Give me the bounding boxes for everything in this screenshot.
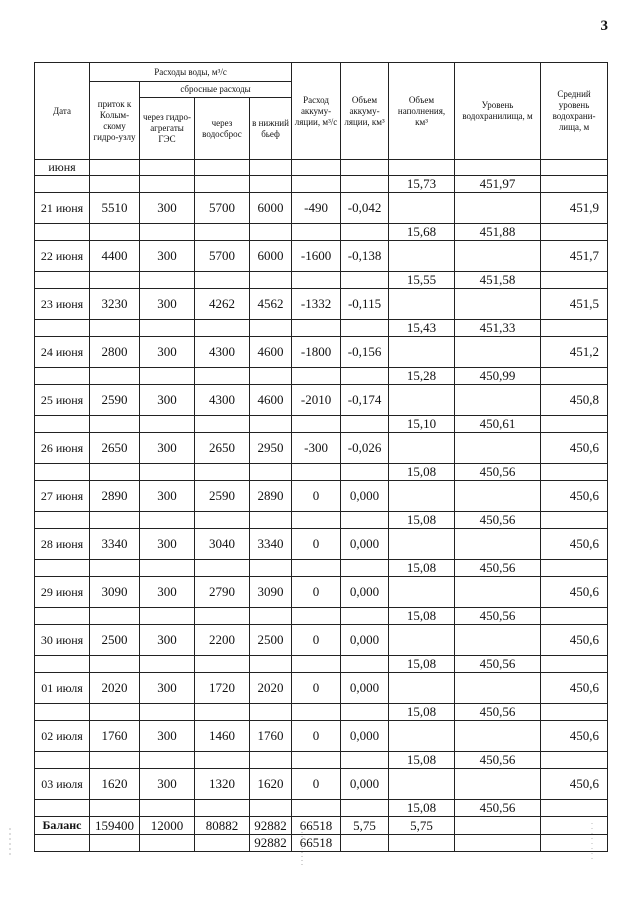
day-acc-volume: 0,000 xyxy=(341,769,389,800)
day-date: 26 июня xyxy=(35,433,90,464)
day-acc-volume: 0,000 xyxy=(341,673,389,704)
balance-turbines: 12000 xyxy=(140,817,195,835)
day-inflow: 4400 xyxy=(90,241,140,272)
day-level: 450,56 xyxy=(455,752,541,769)
header-inflow: приток к Колым-скому гидро-узлу xyxy=(90,82,140,160)
day-row xyxy=(35,433,608,464)
day-avg-level: 450,8 xyxy=(541,385,608,416)
day-avg-level: 450,6 xyxy=(541,433,608,464)
day-fill-volume: 15,08 xyxy=(389,752,455,769)
day-spillway: 5700 xyxy=(195,193,250,224)
day-inflow: 3340 xyxy=(90,529,140,560)
day-state-row xyxy=(35,800,608,817)
day-acc-volume: 0,000 xyxy=(341,529,389,560)
day-level: 450,61 xyxy=(455,416,541,433)
header-discharge-group: сбросные расходы xyxy=(140,82,292,98)
header-via-turbines: через гидро-агрегаты ГЭС xyxy=(140,98,195,160)
day-tailwater: 3340 xyxy=(250,529,292,560)
scan-artifacts xyxy=(0,818,640,905)
day-turbines: 300 xyxy=(140,721,195,752)
day-tailwater: 4600 xyxy=(250,385,292,416)
day-avg-level: 450,6 xyxy=(541,769,608,800)
day-acc-flow: 0 xyxy=(292,625,341,656)
day-spillway: 2590 xyxy=(195,481,250,512)
day-state-row xyxy=(35,272,608,289)
day-fill-volume: 15,08 xyxy=(389,464,455,481)
day-acc-flow: 0 xyxy=(292,721,341,752)
balance-fill-volume: 5,75 xyxy=(389,817,455,835)
day-level: 450,56 xyxy=(455,800,541,817)
day-acc-volume: -0,042 xyxy=(341,193,389,224)
day-fill-volume: 15,08 xyxy=(389,560,455,577)
day-row xyxy=(35,673,608,704)
day-row xyxy=(35,769,608,800)
day-spillway: 5700 xyxy=(195,241,250,272)
day-avg-level: 451,2 xyxy=(541,337,608,368)
day-acc-flow: 0 xyxy=(292,673,341,704)
day-spillway: 1720 xyxy=(195,673,250,704)
header-via-spillway: через водосброс xyxy=(195,98,250,160)
day-acc-volume: 0,000 xyxy=(341,625,389,656)
header-fill-volume: Объем наполнения, км³ xyxy=(389,63,455,160)
initial-level: 451,97 xyxy=(455,176,541,193)
day-fill-volume: 15,10 xyxy=(389,416,455,433)
day-state-row xyxy=(35,560,608,577)
table-body xyxy=(35,160,608,852)
day-state-row xyxy=(35,752,608,769)
initial-state-row xyxy=(35,176,608,193)
day-level: 450,56 xyxy=(455,464,541,481)
day-state-row xyxy=(35,608,608,625)
day-acc-volume: 0,000 xyxy=(341,481,389,512)
day-spillway: 1460 xyxy=(195,721,250,752)
day-tailwater: 6000 xyxy=(250,193,292,224)
day-date: 21 июня xyxy=(35,193,90,224)
day-row xyxy=(35,385,608,416)
header-accumulation-flow: Расход аккуму-ляции, м³/с xyxy=(292,63,341,160)
day-row xyxy=(35,337,608,368)
totals-acc-flow: 66518 xyxy=(292,835,341,852)
day-level: 450,56 xyxy=(455,608,541,625)
day-inflow: 2590 xyxy=(90,385,140,416)
day-spillway: 2200 xyxy=(195,625,250,656)
day-state-row xyxy=(35,512,608,529)
day-row xyxy=(35,193,608,224)
day-level: 450,56 xyxy=(455,512,541,529)
day-turbines: 300 xyxy=(140,433,195,464)
day-spillway: 4300 xyxy=(195,385,250,416)
day-state-row xyxy=(35,416,608,433)
day-spillway: 4262 xyxy=(195,289,250,320)
day-acc-volume: -0,115 xyxy=(341,289,389,320)
day-level: 450,99 xyxy=(455,368,541,385)
day-tailwater: 6000 xyxy=(250,241,292,272)
day-acc-flow: 0 xyxy=(292,577,341,608)
day-fill-volume: 15,08 xyxy=(389,704,455,721)
day-acc-flow: 0 xyxy=(292,769,341,800)
day-row xyxy=(35,529,608,560)
header-avg-level: Средний уровень водохрани-лища, м xyxy=(541,63,608,160)
day-acc-volume: -0,156 xyxy=(341,337,389,368)
balance-acc-flow: 66518 xyxy=(292,817,341,835)
header-flows-group: Расходы воды, м³/с xyxy=(90,63,292,82)
day-level: 450,56 xyxy=(455,704,541,721)
balance-label: Баланс xyxy=(35,817,90,835)
day-avg-level: 450,6 xyxy=(541,673,608,704)
day-avg-level: 450,6 xyxy=(541,481,608,512)
day-inflow: 2020 xyxy=(90,673,140,704)
day-date: 28 июня xyxy=(35,529,90,560)
day-fill-volume: 15,28 xyxy=(389,368,455,385)
day-turbines: 300 xyxy=(140,769,195,800)
day-spillway: 2790 xyxy=(195,577,250,608)
day-spillway: 4300 xyxy=(195,337,250,368)
month-label: июня xyxy=(35,160,90,176)
day-row xyxy=(35,289,608,320)
day-acc-flow: -2010 xyxy=(292,385,341,416)
day-turbines: 300 xyxy=(140,337,195,368)
day-level: 451,33 xyxy=(455,320,541,337)
month-row xyxy=(35,160,608,176)
day-acc-flow: -490 xyxy=(292,193,341,224)
day-row xyxy=(35,481,608,512)
day-acc-flow: -1332 xyxy=(292,289,341,320)
day-date: 01 июля xyxy=(35,673,90,704)
day-avg-level: 450,6 xyxy=(541,721,608,752)
day-spillway: 2650 xyxy=(195,433,250,464)
day-inflow: 3230 xyxy=(90,289,140,320)
day-date: 27 июня xyxy=(35,481,90,512)
day-turbines: 300 xyxy=(140,577,195,608)
day-tailwater: 4562 xyxy=(250,289,292,320)
header-to-tailwater: в нижний бьеф xyxy=(250,98,292,160)
day-date: 02 июля xyxy=(35,721,90,752)
day-avg-level: 451,5 xyxy=(541,289,608,320)
header-date: Дата xyxy=(35,63,90,160)
day-state-row xyxy=(35,464,608,481)
day-level: 450,56 xyxy=(455,560,541,577)
balance-spillway: 80882 xyxy=(195,817,250,835)
initial-fill-volume: 15,73 xyxy=(389,176,455,193)
day-acc-flow: -300 xyxy=(292,433,341,464)
balance-acc-volume: 5,75 xyxy=(341,817,389,835)
day-row xyxy=(35,241,608,272)
day-tailwater: 1760 xyxy=(250,721,292,752)
day-tailwater: 1620 xyxy=(250,769,292,800)
day-avg-level: 451,9 xyxy=(541,193,608,224)
day-state-row xyxy=(35,320,608,337)
day-acc-volume: -0,138 xyxy=(341,241,389,272)
day-avg-level: 450,6 xyxy=(541,625,608,656)
header-accumulation-volume: Объем аккуму-ляции, км³ xyxy=(341,63,389,160)
day-date: 25 июня xyxy=(35,385,90,416)
day-date: 03 июля xyxy=(35,769,90,800)
day-date: 23 июня xyxy=(35,289,90,320)
day-fill-volume: 15,08 xyxy=(389,656,455,673)
day-turbines: 300 xyxy=(140,625,195,656)
day-row xyxy=(35,721,608,752)
day-spillway: 3040 xyxy=(195,529,250,560)
day-state-row xyxy=(35,368,608,385)
day-avg-level: 450,6 xyxy=(541,577,608,608)
day-tailwater: 2950 xyxy=(250,433,292,464)
day-acc-flow: -1800 xyxy=(292,337,341,368)
day-fill-volume: 15,68 xyxy=(389,224,455,241)
day-turbines: 300 xyxy=(140,193,195,224)
day-acc-flow: -1600 xyxy=(292,241,341,272)
day-inflow: 2890 xyxy=(90,481,140,512)
day-inflow: 2500 xyxy=(90,625,140,656)
day-inflow: 3090 xyxy=(90,577,140,608)
day-state-row xyxy=(35,656,608,673)
day-avg-level: 451,7 xyxy=(541,241,608,272)
page-number: 3 xyxy=(600,18,608,34)
day-spillway: 1320 xyxy=(195,769,250,800)
day-level: 451,58 xyxy=(455,272,541,289)
header-reservoir-level: Уровень водохранилища, м xyxy=(455,63,541,160)
day-state-row xyxy=(35,224,608,241)
day-acc-volume: 0,000 xyxy=(341,721,389,752)
day-inflow: 2650 xyxy=(90,433,140,464)
day-turbines: 300 xyxy=(140,481,195,512)
day-turbines: 300 xyxy=(140,673,195,704)
day-acc-flow: 0 xyxy=(292,529,341,560)
day-acc-volume: -0,174 xyxy=(341,385,389,416)
water-balance-table xyxy=(34,62,608,852)
day-acc-flow: 0 xyxy=(292,481,341,512)
day-date: 29 июня xyxy=(35,577,90,608)
day-tailwater: 2890 xyxy=(250,481,292,512)
day-level: 450,56 xyxy=(455,656,541,673)
day-fill-volume: 15,08 xyxy=(389,512,455,529)
day-inflow: 5510 xyxy=(90,193,140,224)
day-date: 30 июня xyxy=(35,625,90,656)
day-tailwater: 4600 xyxy=(250,337,292,368)
day-inflow: 2800 xyxy=(90,337,140,368)
day-turbines: 300 xyxy=(140,385,195,416)
day-turbines: 300 xyxy=(140,529,195,560)
day-avg-level: 450,6 xyxy=(541,529,608,560)
day-fill-volume: 15,55 xyxy=(389,272,455,289)
day-tailwater: 2020 xyxy=(250,673,292,704)
balance-inflow: 159400 xyxy=(90,817,140,835)
day-inflow: 1760 xyxy=(90,721,140,752)
day-turbines: 300 xyxy=(140,241,195,272)
balance-tailwater: 92882 xyxy=(250,817,292,835)
day-row xyxy=(35,625,608,656)
day-date: 22 июня xyxy=(35,241,90,272)
day-acc-volume: 0,000 xyxy=(341,577,389,608)
day-turbines: 300 xyxy=(140,289,195,320)
day-state-row xyxy=(35,704,608,721)
day-fill-volume: 15,08 xyxy=(389,608,455,625)
day-row xyxy=(35,577,608,608)
day-tailwater: 2500 xyxy=(250,625,292,656)
day-acc-volume: -0,026 xyxy=(341,433,389,464)
day-fill-volume: 15,43 xyxy=(389,320,455,337)
day-inflow: 1620 xyxy=(90,769,140,800)
day-tailwater: 3090 xyxy=(250,577,292,608)
totals-tailwater: 92882 xyxy=(250,835,292,852)
day-level: 451,88 xyxy=(455,224,541,241)
day-date: 24 июня xyxy=(35,337,90,368)
day-fill-volume: 15,08 xyxy=(389,800,455,817)
